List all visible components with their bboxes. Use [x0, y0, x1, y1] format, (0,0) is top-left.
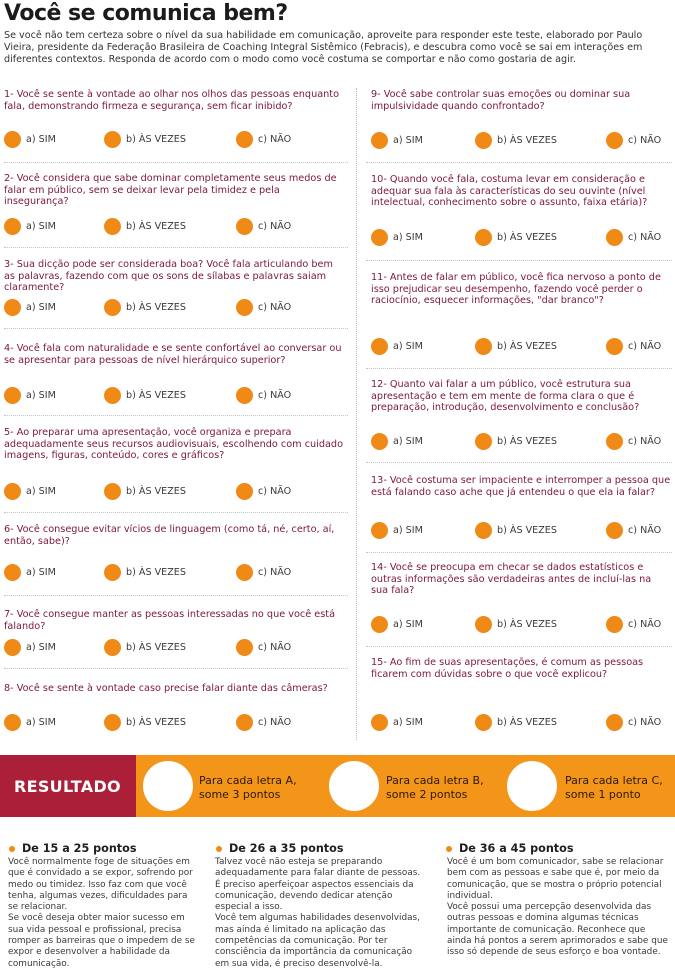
option-nao[interactable]: c) NÃO: [236, 564, 291, 581]
options-q7: [4, 639, 344, 657]
radio-dot-icon[interactable]: [4, 131, 21, 148]
option-sim[interactable]: a) SIM: [371, 338, 423, 355]
score-heading-3: De 36 a 45 pontos: [446, 842, 574, 855]
result-circle-b: [329, 761, 379, 811]
option-as-vezes[interactable]: b) ÀS VEZES: [475, 522, 557, 539]
result-rule-b: Para cada letra B, some 2 pontos: [386, 774, 484, 801]
score-heading-2: De 26 a 35 pontos: [216, 842, 344, 855]
radio-dot-icon[interactable]: [4, 218, 21, 235]
option-sim[interactable]: a) SIM: [371, 714, 423, 731]
option-sim[interactable]: a) SIM: [371, 132, 423, 149]
radio-dot-icon[interactable]: [606, 132, 623, 149]
radio-dot-icon[interactable]: [475, 338, 492, 355]
radio-dot-icon[interactable]: [236, 714, 253, 731]
column-divider: [356, 88, 357, 740]
option-sim[interactable]: a) SIM: [371, 522, 423, 539]
radio-dot-icon[interactable]: [104, 131, 121, 148]
question-8: 8- Você se sente à vontade caso precise falar diante das câmeras?: [4, 683, 328, 694]
radio-dot-icon[interactable]: [606, 338, 623, 355]
option-as-vezes[interactable]: b) ÀS VEZES: [104, 387, 186, 404]
options-q8: [4, 714, 344, 732]
option-as-vezes[interactable]: b) ÀS VEZES: [104, 564, 186, 581]
option-as-vezes[interactable]: b) ÀS VEZES: [104, 639, 186, 656]
radio-dot-icon[interactable]: [104, 218, 121, 235]
radio-dot-icon[interactable]: [104, 387, 121, 404]
question-1: 1- Você se sente à vontade ao olhar nos olhos das pessoas enquanto fala, demonstrando firmeza e segurança, sem ficar inibido?: [4, 89, 340, 112]
option-sim[interactable]: a) SIM: [4, 299, 56, 316]
radio-dot-icon[interactable]: [606, 229, 623, 246]
radio-dot-icon[interactable]: [4, 299, 21, 316]
options-q6: [4, 564, 344, 582]
separator: [366, 552, 672, 553]
radio-dot-icon[interactable]: [4, 714, 21, 731]
question-9: 9- Você sabe controlar suas emoções ou dominar sua impulsividade quando confrontado?: [371, 89, 631, 112]
options-q12: [371, 433, 671, 451]
separator: [366, 368, 672, 369]
radio-dot-icon[interactable]: [104, 639, 121, 656]
radio-dot-icon[interactable]: [4, 564, 21, 581]
separator: [366, 646, 672, 647]
question-12: 12- Quanto vai falar a um público, você estrutura sua apresentação e tem em mente de forma clara o que é preparação, introdução, desenvolvimento e conclusão?: [371, 379, 640, 414]
option-as-vezes[interactable]: b) ÀS VEZES: [104, 218, 186, 235]
radio-dot-icon[interactable]: [371, 132, 388, 149]
separator: [4, 668, 348, 669]
option-as-vezes[interactable]: b) ÀS VEZES: [475, 338, 557, 355]
option-nao[interactable]: c) NÃO: [606, 229, 661, 246]
radio-dot-icon[interactable]: [371, 433, 388, 450]
option-as-vezes[interactable]: b) ÀS VEZES: [475, 616, 557, 633]
options-q5: [4, 483, 344, 501]
option-as-vezes[interactable]: b) ÀS VEZES: [104, 714, 186, 731]
radio-dot-icon[interactable]: [371, 522, 388, 539]
option-nao[interactable]: c) NÃO: [606, 433, 661, 450]
option-as-vezes[interactable]: b) ÀS VEZES: [104, 483, 186, 500]
option-sim[interactable]: a) SIM: [4, 564, 56, 581]
result-circle-a: [143, 761, 193, 811]
options-q1: [4, 131, 344, 149]
option-as-vezes[interactable]: b) ÀS VEZES: [104, 131, 186, 148]
radio-dot-icon[interactable]: [371, 229, 388, 246]
radio-dot-icon[interactable]: [606, 714, 623, 731]
option-sim[interactable]: a) SIM: [371, 433, 423, 450]
option-as-vezes[interactable]: b) ÀS VEZES: [475, 132, 557, 149]
page-title: Você se comunica bem?: [4, 1, 288, 26]
options-q13: [371, 522, 671, 540]
option-sim[interactable]: a) SIM: [371, 229, 423, 246]
separator: [4, 415, 348, 416]
option-sim[interactable]: a) SIM: [4, 387, 56, 404]
radio-dot-icon[interactable]: [236, 131, 253, 148]
score-body-2: Talvez você não esteja se preparando adequadamente para falar diante de pessoas. É preciso aperfeiçoar aspectos essenciais da comunicação, devendo dedicar atenção especial a isso. Você tem algumas habilidades desenvolvidas, mas ainda é limitado na aplicação das competências da comunicação. Por ter consciência da importância da comunicação em sua vida, é preciso desenvolvê-la.: [215, 857, 421, 969]
radio-dot-icon[interactable]: [236, 218, 253, 235]
options-q4: [4, 387, 344, 405]
option-nao[interactable]: c) NÃO: [236, 299, 291, 316]
question-7: 7- Você consegue manter as pessoas interessadas no que você está falando?: [4, 609, 336, 632]
options-q11: [371, 338, 671, 356]
radio-dot-icon[interactable]: [475, 433, 492, 450]
question-4: 4- Você fala com naturalidade e se sente confortável ao conversar ou se apresentar para pessoas de nível hierárquico superior?: [4, 343, 342, 366]
options-q10: [371, 229, 671, 247]
result-title: RESULTADO: [14, 777, 121, 796]
question-11: 11- Antes de falar em público, você fica nervoso a ponto de isso prejudicar seu desempenho, fazendo você perder o raciocínio, esquecer informações, "dar branco"?: [371, 272, 661, 307]
option-nao[interactable]: c) NÃO: [606, 132, 661, 149]
radio-dot-icon[interactable]: [104, 564, 121, 581]
question-14: 14- Você se preocupa em checar se dados estatísticos e outras informações são verdadeiras antes de incluí-las na sua fala?: [371, 562, 652, 597]
options-q14: [371, 616, 671, 634]
score-heading-1: De 15 a 25 pontos: [9, 842, 137, 855]
bullet-icon: [216, 846, 222, 852]
separator: [366, 260, 672, 261]
radio-dot-icon[interactable]: [371, 616, 388, 633]
radio-dot-icon[interactable]: [371, 714, 388, 731]
option-as-vezes[interactable]: b) ÀS VEZES: [475, 433, 557, 450]
radio-dot-icon[interactable]: [236, 299, 253, 316]
radio-dot-icon[interactable]: [371, 338, 388, 355]
bullet-icon: [9, 846, 15, 852]
radio-dot-icon[interactable]: [4, 483, 21, 500]
radio-dot-icon[interactable]: [236, 483, 253, 500]
separator: [4, 162, 348, 163]
question-3: 3- Sua dicção pode ser considerada boa? Você fala articulando bem as palavras, fazendo com que os sons de sílabas e palavras saiam claramente?: [4, 259, 333, 294]
result-circle-c: [507, 761, 557, 811]
radio-dot-icon[interactable]: [236, 387, 253, 404]
intro-text: Se você não tem certeza sobre o nível da sua habilidade em comunicação, aproveite para responder este teste, elaborado por Paulo Vieira, presidente da Federação Brasileira de Coaching Integral Sistêmico (Febracis), e descubra como você se sai em interações em diferentes contextos. Responda de acordo com o modo como você costuma se comportar e não como gostaria de agir.: [4, 30, 643, 66]
radio-dot-icon[interactable]: [104, 483, 121, 500]
option-nao[interactable]: c) NÃO: [606, 616, 661, 633]
separator: [4, 328, 348, 329]
radio-dot-icon[interactable]: [475, 714, 492, 731]
option-nao[interactable]: c) NÃO: [236, 218, 291, 235]
option-sim[interactable]: a) SIM: [4, 131, 56, 148]
radio-dot-icon[interactable]: [475, 616, 492, 633]
question-10: 10- Quando você fala, costuma levar em consideração e adequar sua fala às características do seu ouvinte (nível intelectual, conhecimento sobre o assunto, faixa etária)?: [371, 174, 648, 209]
separator: [366, 162, 672, 163]
option-nao[interactable]: c) NÃO: [236, 714, 291, 731]
option-nao[interactable]: c) NÃO: [236, 131, 291, 148]
score-body-1: Você normalmente foge de situações em que é convidado a se expor, sofrendo por medo ou timidez. Isso faz com que você tenha, algumas vezes, dificuldades para se relacionar. Se você deseja obter maior sucesso em sua vida pessoal e profissional, precisa romper as barreiras que o impedem de se expor e desenvolver a habilidade da comunicação.: [8, 857, 196, 969]
option-sim[interactable]: a) SIM: [4, 714, 56, 731]
option-nao[interactable]: c) NÃO: [236, 387, 291, 404]
radio-dot-icon[interactable]: [606, 522, 623, 539]
separator: [4, 512, 348, 513]
option-as-vezes[interactable]: b) ÀS VEZES: [475, 229, 557, 246]
options-q9: [371, 132, 671, 150]
option-sim[interactable]: a) SIM: [4, 483, 56, 500]
option-as-vezes[interactable]: b) ÀS VEZES: [475, 714, 557, 731]
radio-dot-icon[interactable]: [4, 387, 21, 404]
radio-dot-icon[interactable]: [606, 433, 623, 450]
options-q3: [4, 299, 344, 317]
radio-dot-icon[interactable]: [606, 616, 623, 633]
question-13: 13- Você costuma ser impaciente e interromper a pessoa que está falando caso ache que já entendeu o que ela ia falar?: [371, 475, 671, 498]
radio-dot-icon[interactable]: [475, 229, 492, 246]
question-2: 2- Você considera que sabe dominar completamente seus medos de falar em público, sem se deixar levar pela timidez e pela insegurança?: [4, 173, 337, 208]
radio-dot-icon[interactable]: [475, 132, 492, 149]
separator: [4, 247, 348, 248]
result-rule-a: Para cada letra A, some 3 pontos: [199, 774, 297, 801]
question-15: 15- Ao fim de suas apresentações, é comum as pessoas ficarem com dúvidas sobre o que você explicou?: [371, 657, 644, 680]
score-body-3: Você é um bom comunicador, sabe se relacionar bem com as pessoas e sabe que é, por meio da comunicação, que se mostra o próprio potencial individual. Você possui uma percepção desenvolvida das outras pessoas e domina algumas técnicas importante de comunicação. Reconhece que ainda há pontos a serem aprimorados e sabe que isso só depende de seus esforço e boa vontade.: [447, 857, 668, 958]
options-q15: [371, 714, 671, 732]
option-nao[interactable]: c) NÃO: [236, 639, 291, 656]
radio-dot-icon[interactable]: [236, 564, 253, 581]
option-nao[interactable]: c) NÃO: [236, 483, 291, 500]
option-nao[interactable]: c) NÃO: [606, 714, 661, 731]
option-sim[interactable]: a) SIM: [371, 616, 423, 633]
result-rule-c: Para cada letra C, some 1 ponto: [565, 774, 663, 801]
option-nao[interactable]: c) NÃO: [606, 338, 661, 355]
radio-dot-icon[interactable]: [236, 639, 253, 656]
radio-dot-icon[interactable]: [104, 714, 121, 731]
options-q2: [4, 218, 344, 236]
radio-dot-icon[interactable]: [104, 299, 121, 316]
radio-dot-icon[interactable]: [475, 522, 492, 539]
separator: [366, 462, 672, 463]
option-as-vezes[interactable]: b) ÀS VEZES: [104, 299, 186, 316]
separator: [4, 595, 348, 596]
option-sim[interactable]: a) SIM: [4, 218, 56, 235]
bullet-icon: [446, 846, 452, 852]
radio-dot-icon[interactable]: [4, 639, 21, 656]
question-6: 6- Você consegue evitar vícios de linguagem (como tá, né, certo, aí, então, sabe)?: [4, 524, 335, 547]
option-nao[interactable]: c) NÃO: [606, 522, 661, 539]
option-sim[interactable]: a) SIM: [4, 639, 56, 656]
question-5: 5- Ao preparar uma apresentação, você organiza e prepara adequadamente seus recursos audiovisuais, escolhendo com cuidado imagens, figuras, conteúdo, cores e gráficos?: [4, 427, 344, 462]
